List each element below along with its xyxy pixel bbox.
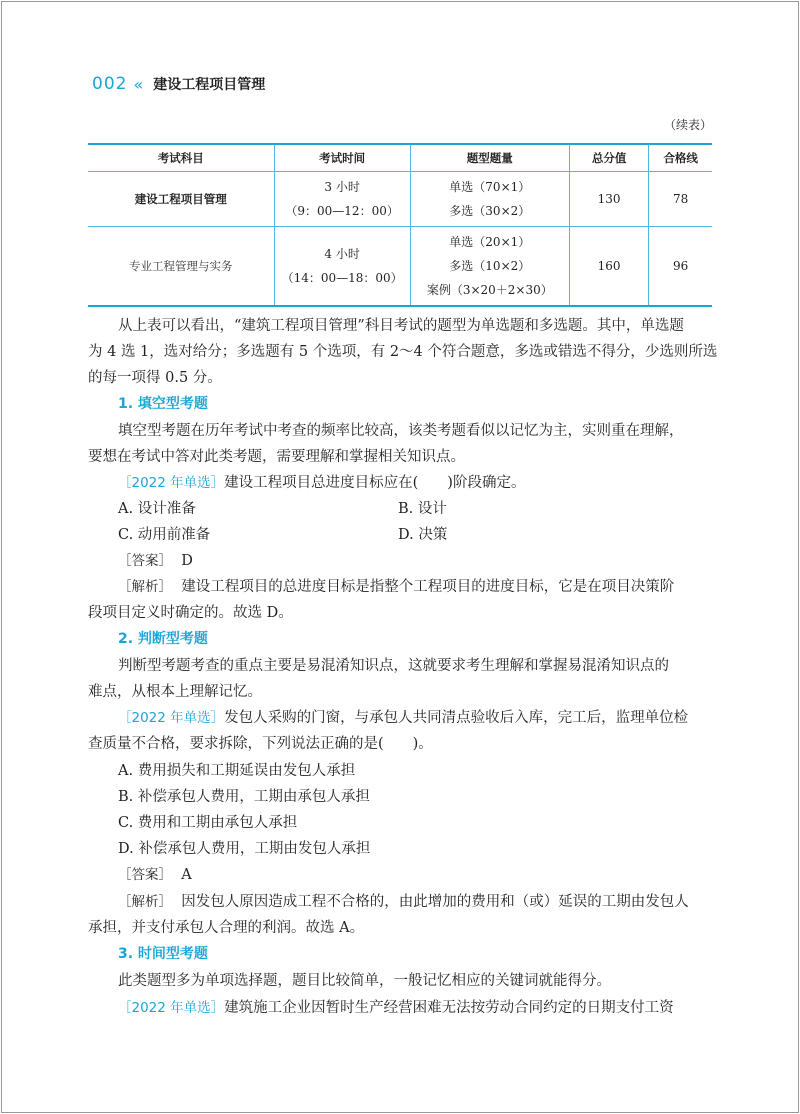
explanation-line — [88, 890, 689, 911]
para-line: 判断型考题考查的重点主要是易混淆知识点，这就要求考生理解和掌握易混淆知识点的 — [118, 658, 669, 674]
section-heading: 1. 填空型考题 — [118, 396, 208, 412]
col-header-time: 考试时间 — [274, 144, 410, 172]
option-c: C. 动用前准备 — [118, 527, 211, 543]
question-line — [88, 996, 674, 1017]
col-header-types: 题型题量 — [410, 144, 569, 172]
answer-value: A — [181, 867, 192, 883]
option-b: B. 补偿承包人费用，工期由承包人承担 — [118, 789, 370, 805]
intro-line: 为 4 选 1，选对给分；多选题有 5 个选项，有 2～4 个符合题意，多选或错选不得分，少选则所选 — [88, 344, 718, 360]
type-line: 案例（3×20＋2×30） — [426, 283, 553, 297]
question-text: 建设工程项目总进度目标应在( )阶段确定。 — [224, 475, 526, 491]
explanation-text: 建设工程项目的总进度目标是指整个工程项目的进度目标，它是在项目决策阶 — [181, 579, 675, 595]
table-header-row — [88, 144, 712, 172]
option-row — [88, 497, 742, 518]
exam-table — [88, 143, 712, 307]
table-row — [88, 172, 712, 227]
cell-score: 160 — [569, 227, 649, 307]
page-number: 002 — [92, 74, 128, 94]
option-b: B. 设计 — [398, 501, 447, 517]
question-line — [88, 706, 688, 727]
book-title: 建设工程项目管理 — [153, 77, 266, 93]
answer-value: D — [181, 553, 193, 569]
answer-label: ［答案］ — [118, 553, 172, 569]
explanation-line: 承担，并支付承包人合理的利润。故选 A。 — [88, 920, 365, 936]
type-line: 单选（20×1） — [449, 235, 531, 249]
explanation-label: ［解析］ — [118, 579, 172, 595]
section-heading: 3. 时间型考题 — [118, 946, 208, 962]
time-range: （9：00—12：00） — [285, 204, 399, 218]
table-row — [88, 227, 712, 307]
question-tag: ［2022 年单选］ — [118, 710, 225, 726]
col-header-subject: 考试科目 — [157, 151, 204, 165]
intro-line: 从上表可以看出，“建筑工程项目管理”科目考试的题型为单选题和多选题。其中，单选题 — [118, 318, 684, 334]
answer-line — [88, 549, 193, 569]
option-a: A. 设计准备 — [118, 501, 196, 517]
continued-label: （续表） — [663, 118, 712, 132]
type-line: 多选（30×2） — [449, 204, 531, 218]
para-line: 填空型考题在历年考试中考查的频率比较高，该类考题看似以记忆为主，实则重在理解， — [118, 423, 684, 439]
question-tag: ［2022 年单选］ — [118, 475, 225, 491]
option-row — [88, 523, 742, 544]
section-heading: 2. 判断型考题 — [118, 631, 208, 647]
cell-types — [410, 172, 569, 227]
col-header-pass: 合格线 — [649, 144, 712, 172]
time-range: （14：00—18：00） — [281, 271, 403, 285]
type-line: 多选（10×2） — [449, 259, 531, 273]
question-tag: ［2022 年单选］ — [118, 1000, 225, 1016]
cell-subject: 专业工程管理与实务 — [129, 259, 233, 273]
cell-subject: 建设工程项目管理 — [134, 192, 227, 206]
cell-pass: 78 — [649, 172, 712, 227]
answer-label: ［答案］ — [118, 867, 172, 883]
type-line: 单选（70×1） — [449, 180, 531, 194]
cell-score: 130 — [569, 172, 649, 227]
question-line: 查质量不合格，要求拆除，下列说法正确的是( )。 — [88, 736, 433, 752]
cell-types — [410, 227, 569, 307]
double-chevron-icon: « — [133, 74, 144, 94]
para-line: 此类题型多为单项选择题，题目比较简单，一般记忆相应的关键词就能得分。 — [118, 973, 611, 989]
cell-pass: 96 — [649, 227, 712, 307]
question-text: 建筑施工企业因暂时生产经营困难无法按劳动合同约定的日期支付工资 — [224, 1000, 674, 1016]
page-header — [92, 74, 265, 94]
time-duration: 3 小时 — [324, 180, 360, 194]
question-line — [88, 471, 525, 492]
explanation-line — [88, 575, 674, 596]
para-line: 要想在考试中答对此类考题，需要理解和掌握相关知识点。 — [88, 449, 465, 465]
option-d: D. 决策 — [398, 527, 448, 543]
answer-line — [88, 863, 192, 883]
col-header-score: 总分值 — [569, 144, 649, 172]
intro-line: 的每一项得 0.5 分。 — [88, 370, 222, 386]
cell-time — [274, 172, 410, 227]
cell-time — [274, 227, 410, 307]
para-line: 难点，从根本上理解记忆。 — [88, 684, 262, 700]
explanation-label: ［解析］ — [118, 894, 172, 910]
explanation-line: 段项目定义时确定的。故选 D。 — [88, 605, 293, 621]
question-text: 发包人采购的门窗，与承包人共同清点验收后入库，完工后，监理单位检 — [224, 710, 689, 726]
option-c: C. 费用和工期由承包人承担 — [118, 815, 298, 831]
option-d: D. 补偿承包人费用，工期由发包人承担 — [118, 841, 371, 857]
option-a: A. 费用损失和工期延误由发包人承担 — [118, 763, 356, 779]
explanation-text: 因发包人原因造成工程不合格的，由此增加的费用和（或）延误的工期由发包人 — [181, 894, 689, 910]
time-duration: 4 小时 — [324, 247, 360, 261]
